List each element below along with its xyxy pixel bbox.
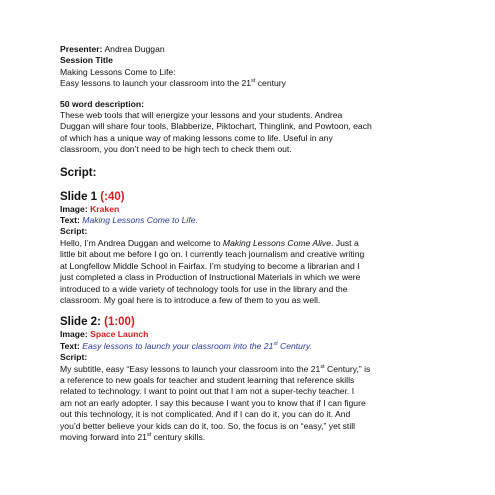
slide-2-script-last-end: century skills.: [151, 431, 206, 442]
slide-2-title: Slide 2:: [60, 316, 105, 329]
session-title-line-2-text: Easy lessons to launch your classroom into the 21: [60, 78, 252, 89]
slide-1-image-line: [60, 204, 475, 215]
description-line: classroom, you don’t need to be high tech to check them out.: [60, 144, 292, 155]
slide-1-heading: [60, 190, 475, 204]
slide-1-script-line: at Longfellow Middle School in Fairfax. I’m studying to become a librarian and I: [60, 260, 360, 271]
slide-1-text-label: Text:: [60, 215, 83, 226]
slide-2-script-line: [60, 432, 475, 443]
slide-2-script-label: Script:: [60, 352, 88, 363]
slide-1-script-text: Hello, I’m Andrea Duggan and welcome to: [60, 237, 223, 248]
slide-2-script-line: related to technology. I want to point out that I am not a super-techy teacher. I: [60, 386, 355, 397]
slide-1-script-line: classroom. My goal here is to introduce a few of them to you as well.: [60, 294, 321, 305]
slide-1-text-line: [60, 215, 475, 226]
slide-2-text-value-sup: st: [273, 340, 278, 347]
slide-2-script-line: a reference to new goals for teacher and student learning that reference skills: [60, 374, 355, 385]
slide-1-script-line: little bit about me before I go on. I currently teach journalism and creative writing: [60, 249, 365, 260]
slide-2-script-sup: st: [320, 363, 325, 370]
slide-2-script-last-sup: st: [146, 432, 152, 439]
session-title-line-1: Making Lessons Come to Life:: [60, 66, 176, 77]
slide-2-script-line: am not an early adopter. I say this because I want you to know that if I can figure: [60, 397, 366, 408]
script-heading: Script:: [60, 166, 97, 179]
slide-2-script-line: out this technology, it is not complicated. And if I can do it, you can do it. And: [60, 409, 351, 420]
session-title-line-2: [60, 78, 475, 89]
description-line: These web tools that will energize your lessons and your students. Andrea: [60, 110, 343, 121]
slide-1-text-value: Making Lessons Come to Life.: [82, 215, 198, 226]
presenter-name: Andrea Duggan: [104, 44, 165, 54]
slide-2-time: (1:00): [104, 316, 135, 329]
slide-2-script-text-end: Century,” is: [324, 363, 371, 374]
session-title-line-2-sup: st: [251, 78, 256, 85]
slide-1-script-line: [60, 238, 475, 249]
slide-2-text-value: Easy lessons to launch your classroom into the 21: [82, 340, 274, 351]
slide-1-time: (:40): [100, 190, 125, 203]
slide-1-image-value: Kraken: [90, 203, 120, 214]
slide-1-script-line: just completed a class in Production of Instructional Materials in which we were: [60, 272, 361, 283]
presenter-label: Presenter:: [60, 44, 103, 54]
session-title-line-2-end: century: [255, 78, 286, 89]
slide-2-image-line: [60, 329, 475, 340]
session-title-label: Session Title: [60, 55, 113, 66]
slide-1-script-line: introduced to a wide variety of technology tools for use in the library and the: [60, 283, 348, 294]
slide-1-script-label: Script:: [60, 226, 88, 237]
presenter-line: [60, 44, 475, 55]
slide-2-script-text: My subtitle, easy “Easy lessons to launch your classroom into the 21: [60, 363, 321, 374]
slide-2-image-label: Image:: [60, 329, 91, 340]
slide-1-script-text-end: . Just a: [331, 237, 359, 248]
slide-2-script-line: [60, 364, 475, 375]
slide-1-image-label: Image:: [60, 203, 91, 214]
slide-2-heading: [60, 315, 475, 329]
slide-2-image-value: Space Launch: [90, 329, 149, 340]
slide-1-title: Slide 1: [60, 190, 101, 203]
description-line: of which has a unique way of making lessons come to life. Useful in any: [60, 132, 333, 143]
slide-2-text-line: [60, 341, 475, 352]
description-label: 50 word description:: [60, 98, 145, 109]
slide-2-text-value-end: Century.: [277, 340, 312, 351]
description-line: Duggan will share four tools, Blabberize, Piktochart, Thinglink, and Powtoon, each: [60, 121, 372, 132]
slide-2-script-line: you’d better believe your kids can do it, too. So, the focus is on “easy,” yet still: [60, 420, 356, 431]
slide-2-text-label: Text:: [60, 340, 83, 351]
slide-2-script-last-text: moving forward into 21: [60, 431, 147, 442]
slide-1-script-italic: Making Lessons Come Alive: [222, 237, 332, 248]
